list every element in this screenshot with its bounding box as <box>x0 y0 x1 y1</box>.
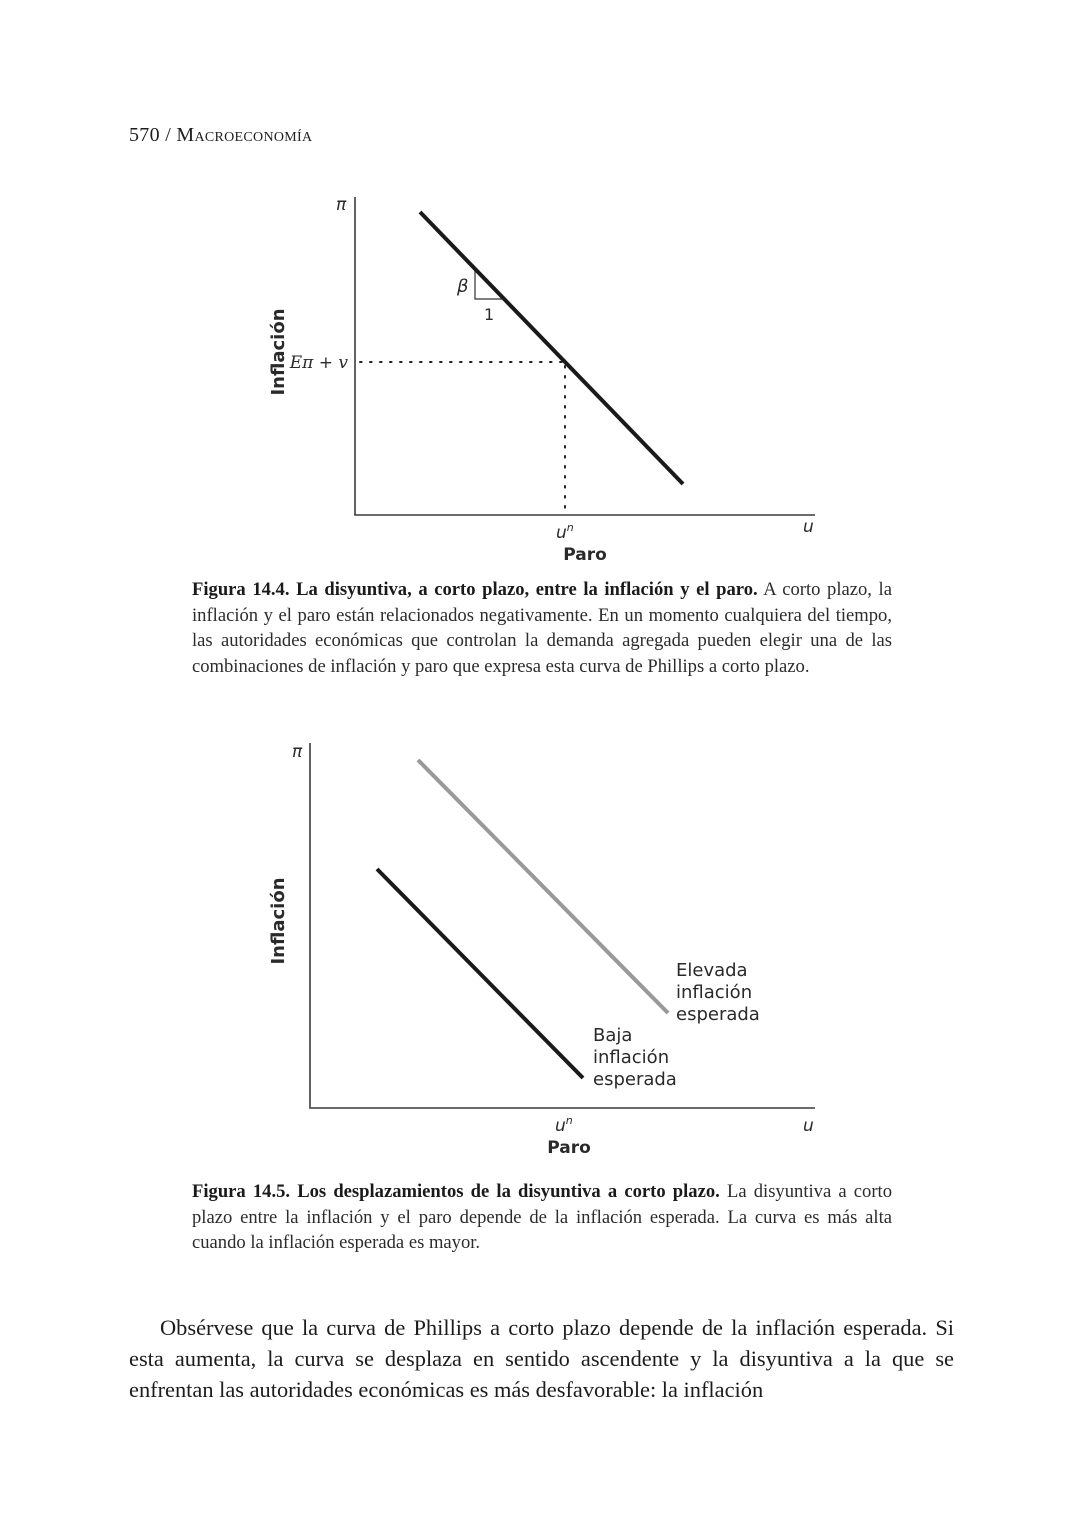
y-axis-symbol: π <box>336 195 347 215</box>
body-paragraph: Obsérvese que la curva de Phillips a corto plazo depende de la inflación esperada. Si esta aumenta, la curva se desplaza en sentido ascendente y la disyuntiva a la que se enfrentan las autoridades económicas es más desfavorable: la inflación <box>129 1315 954 1402</box>
figure-14-4-caption-text: A corto plazo, la inflación y el paro están relacionados negativamente. En un momento cualquiera del tiempo, las autoridades económicas que controlan la demanda agregada pueden elegir una de las combinaciones de inflación y paro que expresa esta curva de Phillips a corto plazo. <box>192 579 892 677</box>
x-axis-title: Paro <box>547 1138 591 1158</box>
slope-label-one: 1 <box>484 305 495 324</box>
x-tick-label-un: $u^n$ <box>556 521 574 543</box>
running-head-separator: / <box>159 124 177 146</box>
y-axis-title: Inflación <box>268 308 289 396</box>
high-expected-inflation-curve <box>418 760 668 1013</box>
low-curve-label: Baja inflación esperada <box>593 1025 677 1090</box>
low-expected-inflation-curve <box>377 869 583 1078</box>
book-title: Macroeconomía <box>176 124 313 146</box>
figure-14-5-caption <box>192 1179 892 1256</box>
figure-14-5-caption-title: Figura 14.5. Los desplazamientos de la disyuntiva a corto plazo. <box>192 1181 720 1202</box>
y-axis-symbol: π <box>292 742 303 762</box>
x-axis-symbol: u <box>803 517 814 537</box>
page-number: 570 <box>129 124 160 146</box>
high-curve-label: Elevada inflación esperada <box>676 960 760 1025</box>
x-tick-label-un: $u^n$ <box>555 1114 573 1136</box>
slope-label-beta: β <box>457 276 469 297</box>
y-tick-label-epi-v: Eπ + v <box>289 353 348 373</box>
figure-14-4-caption-title: Figura 14.4. La disyuntiva, a corto plazo, entre la inflación y el paro. <box>192 579 758 600</box>
figure-14-5-caption-text: La disyuntiva a corto plazo entre la inflación y el paro depende de la inflación esperada. La curva es más alta cuando la inflación esperada es mayor. <box>192 1181 892 1253</box>
x-axis-symbol: u <box>803 1116 814 1136</box>
x-axis-title: Paro <box>563 545 607 565</box>
y-axis-title: Inflación <box>268 877 289 965</box>
